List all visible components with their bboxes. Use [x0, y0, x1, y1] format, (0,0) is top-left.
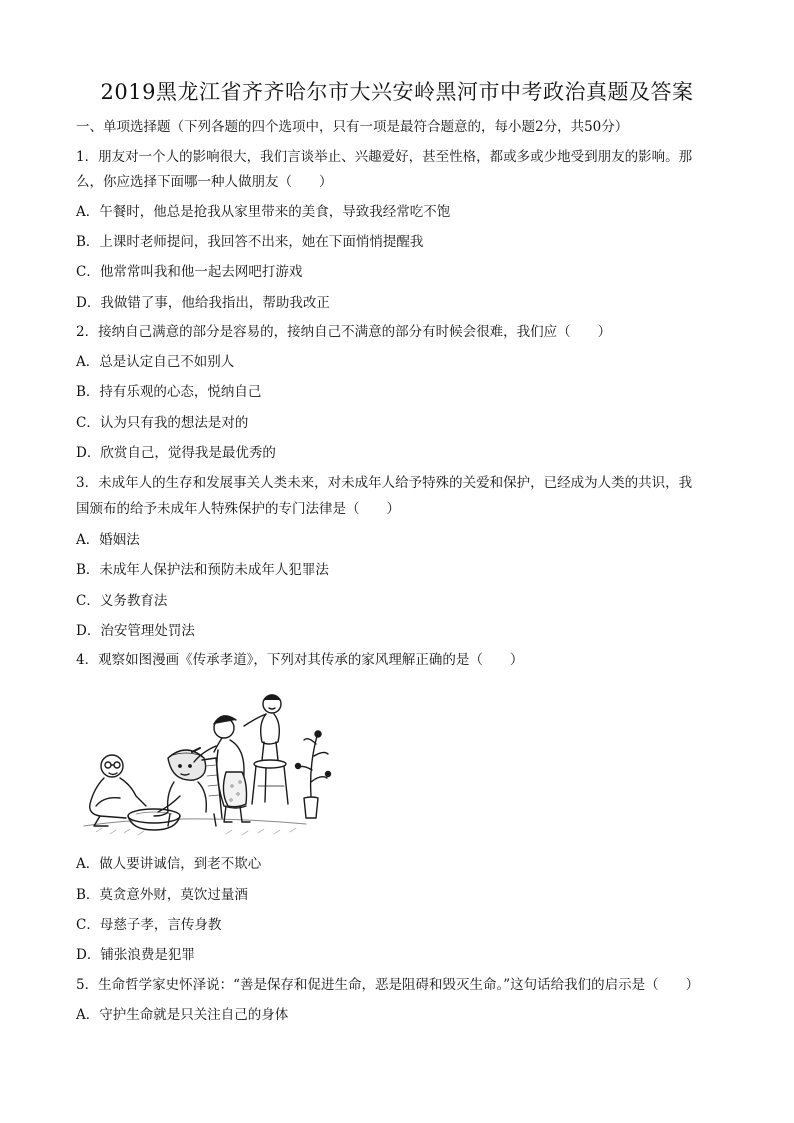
question-3-option-d: D．治安管理处罚法 [76, 623, 195, 639]
question-2-option-d: D．欣赏自己，觉得我是最优秀的 [76, 445, 276, 461]
question-1-option-b: B．上课时老师提问，我回答不出来，她在下面悄悄提醒我 [76, 234, 424, 250]
question-2-stem: 2．接纳自己满意的部分是容易的，接纳自己不满意的部分有时候会很难，我们应（ ） [76, 324, 612, 340]
filial-piety-cartoon [76, 686, 338, 842]
question-3-stem-line-2: 国颁布的给予未成年人特殊保护的专门法律是（ ） [76, 501, 400, 517]
question-3-stem-line-1: 3．未成年人的生存和发展事关人类未来，对未成年人给予特殊的关爱和保护，已经成为人类的共识，我 [76, 475, 693, 491]
question-4-stem: 4．观察如图漫画《传承孝道》，下列对其传承的家风理解正确的是（ ） [76, 652, 524, 668]
question-3-option-a: A．婚姻法 [76, 532, 140, 548]
question-4-option-d: D．铺张浪费是犯罪 [76, 947, 195, 963]
question-2-option-c: C．认为只有我的想法是对的 [76, 415, 249, 431]
question-1-option-c: C．他常常叫我和他一起去网吧打游戏 [76, 264, 303, 280]
question-5-stem: 5．生命哲学家史怀泽说：“善是保存和促进生命，恶是阻碍和毁灭生命。”这句话给我们的启示是（ ） [76, 977, 700, 993]
question-1-option-a: A．午餐时，他总是抢我从家里带来的美食，导致我经常吃不饱 [76, 204, 451, 220]
question-1-stem-line-2: 么，你应选择下面哪一种人做朋友（ ） [76, 174, 333, 190]
question-3-option-c: C．义务教育法 [76, 593, 168, 609]
question-3-option-b: B．未成年人保护法和预防未成年人犯罪法 [76, 562, 329, 578]
question-1-stem-line-1: 1．朋友对一个人的影响很大，我们言谈举止、兴趣爱好，甚至性格，都或多或少地受到朋友的影响。那 [76, 149, 693, 165]
section-heading: 一、单项选择题（下列各题的四个选项中，只有一项是最符合题意的，每小题2分，共50分） [76, 119, 629, 135]
question-1-option-d: D．我做错了事，他给我指出，帮助我改正 [76, 295, 330, 311]
question-4-option-c: C．母慈子孝，言传身教 [76, 917, 222, 933]
question-4-option-a: A．做人要讲诚信，到老不欺心 [76, 856, 262, 872]
question-2-option-b: B．持有乐观的心态，悦纳自己 [76, 384, 262, 400]
question-2-option-a: A．总是认定自己不如别人 [76, 354, 235, 370]
question-4-option-b: B．莫贪意外财，莫饮过量酒 [76, 887, 248, 903]
page-title: 2019黑龙江省齐齐哈尔市大兴安岭黑河市中考政治真题及答案 [100, 80, 694, 104]
question-5-option-a: A．守护生命就是只关注自己的身体 [76, 1007, 289, 1023]
